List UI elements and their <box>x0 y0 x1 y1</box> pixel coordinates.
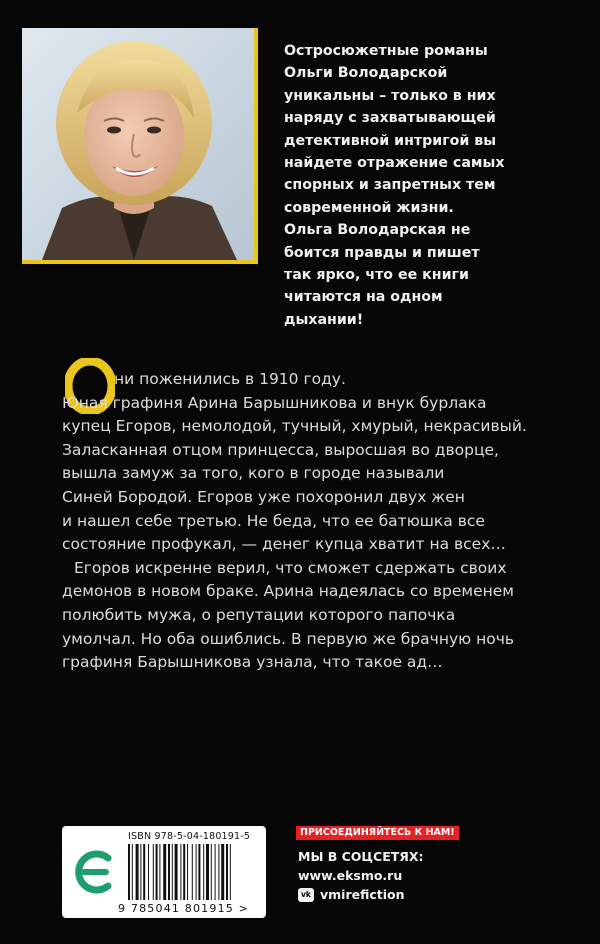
about-line: читаются на одном <box>284 289 443 306</box>
about-line: Остросюжетные романы <box>284 43 488 59</box>
barcode-bar <box>148 844 149 900</box>
barcode-bar <box>230 844 231 900</box>
blurb-line: демонов в новом браке. Арина надеялась со временем <box>62 582 514 601</box>
barcode-bar <box>221 844 224 900</box>
barcode-bar <box>159 844 160 900</box>
barcode-bar <box>226 844 228 900</box>
blurb-line: ни поженились в 1910 году. <box>114 370 346 388</box>
barcode-bar <box>215 844 216 900</box>
isbn-text: ISBN 978-5-04-180191-5 <box>128 831 251 842</box>
vk-row[interactable] <box>298 885 424 904</box>
barcode-bar <box>198 844 200 900</box>
vk-icon: vk <box>298 888 314 902</box>
barcode-bar <box>163 844 166 900</box>
join-us-banner: ПРИСОЕДИНЯЙТЕСЬ К НАМ! <box>296 826 459 840</box>
about-line: так ярко, что ее книги <box>284 267 469 284</box>
barcode-bar <box>203 844 204 900</box>
blurb-line: Егоров искренне верил, что сможет сдержать своих <box>74 558 507 577</box>
barcode-bar <box>218 844 219 900</box>
barcode-bar <box>206 844 209 900</box>
about-line: современной жизни. <box>284 199 454 216</box>
blurb-line: вышла замуж за того, кого в городе называли <box>62 464 445 483</box>
blurb-line: Юная графиня Арина Барышникова и внук бурлака <box>62 393 487 412</box>
barcode-bar <box>153 844 154 900</box>
blurb-line: полюбить мужа, о репутации которого папочка <box>62 605 456 624</box>
barcode-bar <box>196 844 197 900</box>
about-line: наряду с захватывающей <box>284 110 496 127</box>
barcode-bar <box>168 844 170 900</box>
about-line: спорных и запретных тем <box>284 177 496 194</box>
author-description <box>284 40 584 331</box>
barcode-bar <box>187 844 188 900</box>
about-line: уникальны – только в них <box>284 87 496 104</box>
eksmo-logo-icon <box>70 842 114 902</box>
barcode <box>128 844 258 900</box>
barcode-bar <box>140 844 141 900</box>
vk-handle[interactable]: vmirefiction <box>320 887 405 902</box>
barcode-bar <box>128 844 130 900</box>
about-line: детективной интригой вы <box>284 132 497 149</box>
barcode-bar <box>156 844 158 900</box>
website-link[interactable]: www.eksmo.ru <box>298 868 403 883</box>
blurb-line: Заласканная отцом принцесса, выросшая во дворце, <box>62 440 499 459</box>
barcode-bar <box>175 844 178 900</box>
blurb-line: Синей Бородой. Егоров уже похоронил двух жен <box>62 487 465 506</box>
about-line: дыхании! <box>284 311 364 328</box>
barcode-bar <box>183 844 185 900</box>
about-line: Ольга Володарская не <box>284 222 471 239</box>
author-photo-frame <box>22 28 258 264</box>
barcode-bar <box>143 844 145 900</box>
author-photo <box>22 28 254 260</box>
barcode-bar <box>180 844 181 900</box>
blurb-line: умолчал. Но оба ошиблись. В первую же брачную ночь <box>62 629 515 648</box>
blurb-line: купец Егоров, немолодой, тучный, хмурый, некрасивый. <box>62 417 527 436</box>
blurb-line: и нашел себе третью. Не беда, что ее батюшка все <box>62 511 485 530</box>
barcode-bar <box>192 844 193 900</box>
barcode-number: 9 785041 801915 > <box>118 902 250 915</box>
blurb-line: графиня Барышникова узнала, что такое ад… <box>62 653 443 672</box>
social-block <box>298 847 424 904</box>
about-line: найдете отражение самых <box>284 155 505 172</box>
blurb-line: состояние профукал, — денег купца хватит на всех… <box>62 535 506 554</box>
about-line: боится правды и пишет <box>284 244 480 261</box>
barcode-bar <box>172 844 173 900</box>
book-blurb <box>62 368 552 675</box>
about-line: Ольги Володарской <box>284 65 448 82</box>
social-heading: МЫ В СОЦСЕТЯХ: <box>298 849 424 864</box>
barcode-bar <box>136 844 139 900</box>
barcode-bar <box>211 844 212 900</box>
barcode-card <box>62 826 266 918</box>
barcode-bar <box>132 844 133 900</box>
